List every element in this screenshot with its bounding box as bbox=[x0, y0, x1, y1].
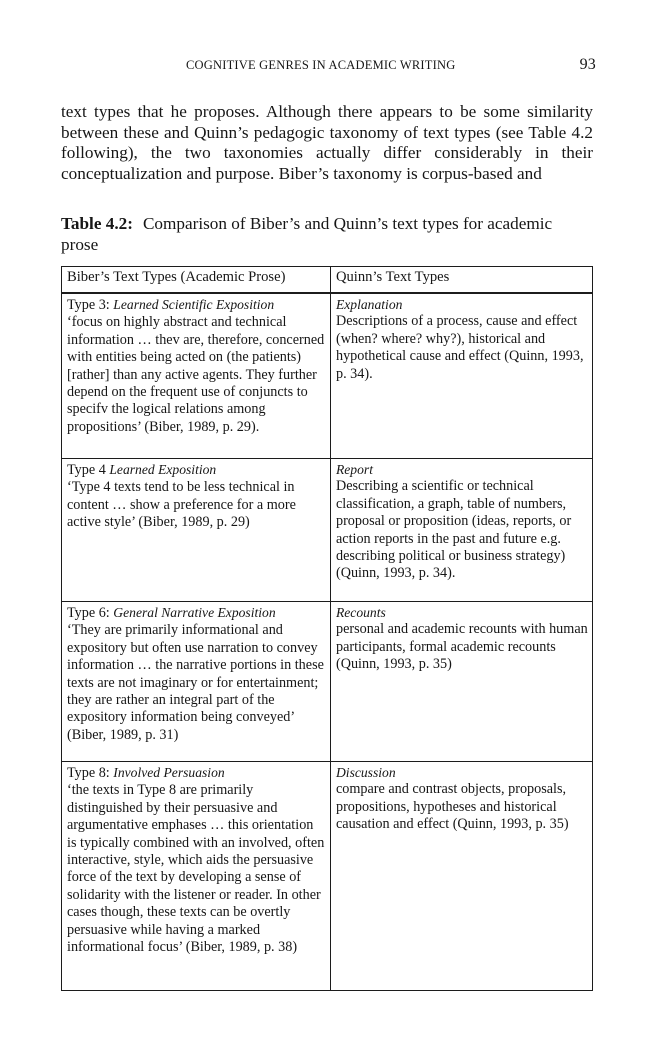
quinn-genre-name: Report bbox=[335, 462, 373, 477]
biber-type-heading bbox=[67, 764, 326, 782]
quinn-description: Descriptions of a process, cause and effect (when? where? why?), historical and hypothetical cause and effect (Quinn, 1993, p. 34). bbox=[335, 313, 584, 382]
quinn-cell bbox=[330, 293, 592, 459]
quinn-genre-name: Discussion bbox=[335, 765, 396, 780]
biber-description: ‘Type 4 texts tend to be less technical in content … show a preference for a more active style’ (Biber, 1989, p. 29) bbox=[67, 479, 296, 531]
table-row bbox=[62, 762, 593, 991]
biber-type-prefix: Type 6: bbox=[67, 605, 114, 621]
table-header-row bbox=[62, 267, 593, 294]
body-paragraph: text types that he proposes. Although there appears to be some similarity between these and Quinn’s pedagogic taxonomy of text types (see Table 4.2 following), the two taxonomies actually differ considerably in their conceptualization and purpose. Biber’s taxonomy is corpus-based and bbox=[61, 102, 593, 183]
biber-cell bbox=[62, 459, 331, 602]
quinn-description: personal and academic recounts with human participants, formal academic recounts (Quinn, 1993, p. 35) bbox=[335, 621, 588, 673]
biber-type-heading bbox=[67, 296, 326, 314]
biber-type-prefix: Type 4 bbox=[67, 462, 110, 478]
quinn-genre-name: Recounts bbox=[335, 605, 386, 620]
comparison-table bbox=[61, 266, 593, 991]
biber-cell bbox=[62, 762, 331, 991]
biber-cell bbox=[62, 293, 331, 459]
biber-description: ‘focus on highly abstract and technical information … thev are, therefore, concerned with entities being acted on (the patients) [rather] than any active agents. They further depend on the frequent use of conjuncts to specifv the logical relations among propositions’ (Biber, 1989, p. 29). bbox=[67, 314, 325, 435]
biber-type-heading bbox=[67, 604, 326, 622]
quinn-cell bbox=[330, 762, 592, 991]
quinn-genre-name: Explanation bbox=[335, 297, 403, 312]
biber-type-name: Learned Exposition bbox=[109, 462, 217, 477]
biber-description: ‘They are primarily informational and expository but often use narration to convey information … the narrative portions in these texts are not imaginary or for entertainment; they are rather an integral part of the expository information being conveyed’ (Biber, 1989, p. 31) bbox=[67, 622, 324, 743]
quinn-description: Describing a scientific or technical classification, a graph, table of numbers, proposal or proposition (ideas, reports, or action reports in the past and future e.g. describing political or business strategy) (Quinn, 1993, p. 34). bbox=[335, 478, 572, 582]
table-row bbox=[62, 293, 593, 459]
column-header-biber: Biber’s Text Types (Academic Prose) bbox=[62, 267, 331, 294]
biber-type-name: Involved Persuasion bbox=[113, 765, 225, 780]
table-caption-label: Table 4.2: bbox=[61, 214, 133, 233]
column-header-quinn: Quinn’s Text Types bbox=[330, 267, 592, 294]
table-row bbox=[62, 459, 593, 602]
biber-description: ‘the texts in Type 8 are primarily distinguished by their persuasive and argumentative emphases … this orientation is typically combined with an involved, often interactive, style, which aids the persuasive force of the text by developing a sense of solidarity with the listener or reader. In other cases though, these texts can be overtly persuasive while having a marked informational focus’ (Biber, 1989, p. 38) bbox=[67, 782, 325, 956]
biber-type-prefix: Type 8: bbox=[67, 765, 114, 781]
quinn-cell bbox=[330, 602, 592, 762]
biber-type-prefix: Type 3: bbox=[67, 297, 114, 313]
quinn-cell bbox=[330, 459, 592, 602]
table-row bbox=[62, 602, 593, 762]
biber-type-name: General Narrative Exposition bbox=[113, 605, 276, 620]
table-caption-text: Comparison of Biber’s and Quinn’s text types for academic prose bbox=[61, 214, 553, 254]
page-number: 93 bbox=[579, 56, 596, 73]
table-caption bbox=[61, 214, 593, 255]
running-title: COGNITIVE GENRES IN ACADEMIC WRITING bbox=[186, 58, 456, 72]
quinn-description: compare and contrast objects, proposals, propositions, hypotheses and historical causation and effect (Quinn, 1993, p. 35) bbox=[335, 781, 569, 833]
biber-type-heading bbox=[67, 461, 326, 479]
biber-cell bbox=[62, 602, 331, 762]
biber-type-name: Learned Scientific Exposition bbox=[113, 297, 275, 312]
